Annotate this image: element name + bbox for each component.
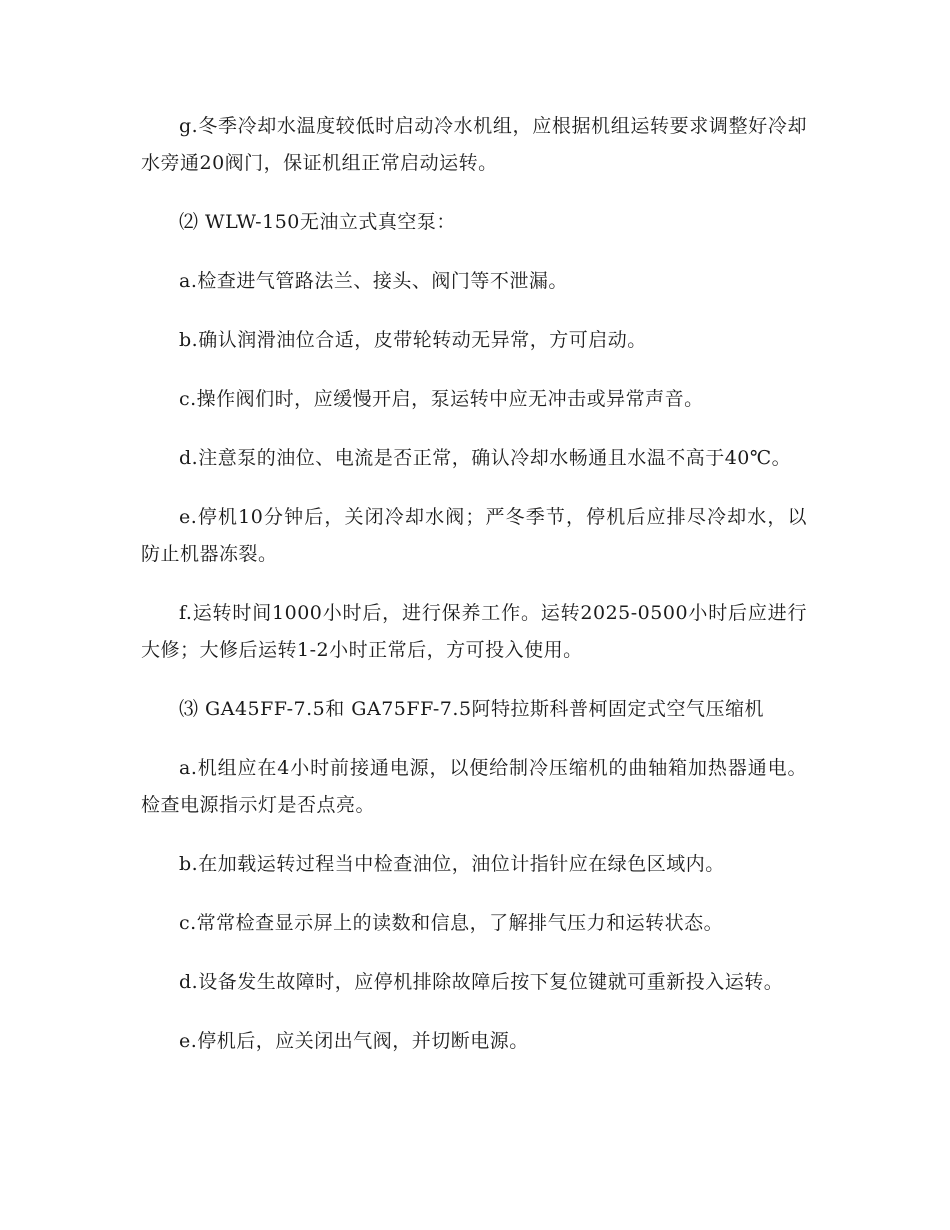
paragraph-compressor-e: e.停机后，应关闭出气阀，并切断电源。 bbox=[179, 1030, 529, 1052]
heading-air-compressor: ⑶ GA45FF-7.5和 GA75FF-7.5阿特拉斯科普柯固定式空气压缩机 bbox=[179, 698, 765, 720]
paragraph-pump-c: c.操作阀们时，应缓慢开启，泵运转中应无冲击或异常声音。 bbox=[179, 388, 704, 410]
paragraph-compressor-b: b.在加载运转过程当中检查油位，油位计指针应在绿色区域内。 bbox=[179, 853, 725, 875]
paragraph-pump-b: b.确认润滑油位合适，皮带轮转动无异常，方可启动。 bbox=[179, 329, 647, 351]
paragraph-pump-d: d.注意泵的油位、电流是否正常，确认冷却水畅通且水温不高于40℃。 bbox=[179, 447, 792, 469]
paragraph-pump-a: a.检查进气管路法兰、接头、阀门等不泄漏。 bbox=[179, 270, 568, 292]
document-body bbox=[141, 108, 807, 1082]
heading-vacuum-pump: ⑵ WLW-150无油立式真空泵： bbox=[179, 211, 456, 233]
paragraph-chiller-g: g.冬季冷却水温度较低时启动冷水机组，应根据机组运转要求调整好冷却水旁通20阀门，保证机组正常启动运转。 bbox=[141, 115, 807, 174]
paragraph-compressor-a: a.机组应在4小时前接通电源，以便给制冷压缩机的曲轴箱加热器通电。检查电源指示灯是否点亮。 bbox=[141, 757, 807, 816]
paragraph-compressor-c: c.常常检查显示屏上的读数和信息，了解排气压力和运转状态。 bbox=[179, 912, 724, 934]
paragraph-compressor-d: d.设备发生故障时，应停机排除故障后按下复位键就可重新投入运转。 bbox=[179, 971, 784, 993]
paragraph-pump-e: e.停机10分钟后，关闭冷却水阀；严冬季节，停机后应排尽冷却水，以防止机器冻裂。 bbox=[141, 506, 807, 565]
paragraph-pump-f: f.运转时间1000小时后，进行保养工作。运转2025-0500小时后应进行大修；大修后运转1-2小时正常后，方可投入使用。 bbox=[141, 602, 807, 661]
